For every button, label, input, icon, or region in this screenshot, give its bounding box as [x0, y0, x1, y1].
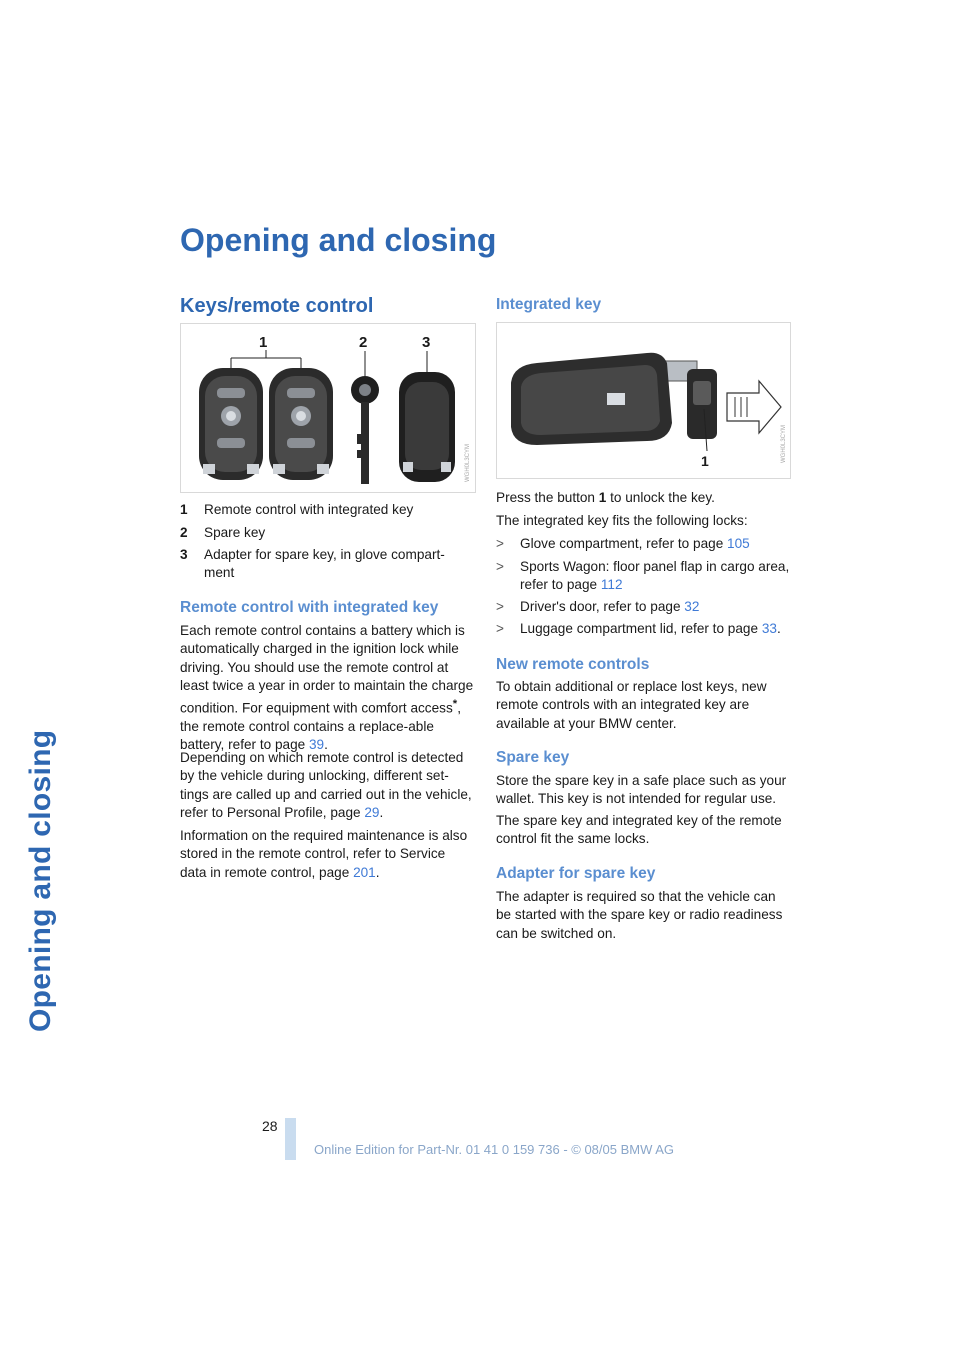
remote-p2-end: . — [379, 804, 384, 820]
remote-p3-text: Information on the required maintenance is also stored in the remote control, refer to Service data in remote control, page — [180, 828, 468, 880]
page-link-33[interactable]: 33 — [761, 621, 777, 636]
legend-text: Spare key — [204, 525, 266, 540]
button-number: 1 — [598, 490, 607, 505]
bullet-text — [520, 535, 792, 553]
adapter-paragraph: The adapter is required so that the vehicle can be started with the spare key or radio readiness can be switched on. — [496, 889, 783, 941]
bullet-marker: > — [496, 621, 504, 636]
page-link-112[interactable]: 112 — [600, 577, 623, 593]
bullet-text — [520, 620, 792, 638]
integrated-p1-text-b: to unlock the key. — [606, 490, 715, 505]
remote-p1-text-a: Each remote control contains a battery which is automatically charged in the ignition lock while driving. You should use the remote control at least twice a year in order to maintain the charge condition. For equipment with comfort access — [180, 623, 474, 716]
legend-text: Remote control with integrated key — [204, 502, 414, 517]
remote-paragraph-2 — [180, 749, 475, 822]
new-remote-paragraph: To obtain additional or replace lost keys, new remote controls with an integrated key are available at your BMW center. — [496, 679, 767, 731]
figure-watermark: WGH0L3CYM — [781, 424, 787, 463]
heading-adapter-spare-key: Adapter for spare key — [496, 865, 656, 882]
bullet-marker: > — [496, 559, 504, 574]
heading-spare-key: Spare key — [496, 749, 570, 766]
bullet-marker: > — [496, 536, 504, 551]
legend-number: 2 — [180, 525, 188, 540]
footer-edition-text: Online Edition for Part-Nr. 01 41 0 159 736 - © 08/05 BMW AG — [314, 1142, 675, 1157]
integrated-key-illustration — [497, 323, 790, 478]
remote-p3-end: . — [375, 864, 380, 880]
page-title: Opening and closing — [180, 222, 497, 258]
heading-integrated-key: Integrated key — [496, 296, 602, 313]
page-link-201[interactable]: 201 — [353, 864, 376, 880]
integrated-paragraph-1 — [496, 489, 792, 507]
bullet-label: Sports Wagon: floor panel flap in cargo area, refer to page — [520, 559, 790, 593]
integrated-p1-text-a: Press the button — [496, 490, 599, 505]
heading-new-remote-controls: New remote controls — [496, 656, 650, 673]
chapter-side-tab — [22, 232, 58, 1032]
integrated-key-figure — [496, 322, 791, 479]
remote-p2-text: Depending on which remote control is detected by the vehicle during unlocking, different set-tings are called up and carried out in the vehicle, refer to Personal Profile, page — [180, 750, 472, 820]
keys-illustration — [181, 324, 475, 492]
page-link-29[interactable]: 29 — [364, 804, 380, 820]
bullet-label: Glove compartment, refer to page — [520, 536, 728, 551]
integrated-paragraph-2: The integrated key fits the following locks: — [496, 513, 748, 528]
bullet-label: Luggage compartment lid, refer to page — [520, 621, 762, 636]
bullet-text — [520, 558, 792, 595]
footer-accent-bar — [285, 1118, 296, 1160]
keys-figure — [180, 323, 476, 493]
bullet-text — [520, 598, 792, 616]
bullet-label: Driver's door, refer to page — [520, 599, 685, 614]
callout-label-3: 3 — [422, 334, 431, 351]
page-link-39[interactable]: 39 — [308, 737, 325, 753]
callout-label-1: 1 — [701, 453, 709, 469]
legend-number: 3 — [180, 547, 188, 562]
remote-paragraph-1 — [180, 622, 475, 755]
callout-label-2: 2 — [359, 334, 368, 351]
callout-label-1: 1 — [259, 334, 268, 351]
legend-number: 1 — [180, 502, 188, 517]
bullet-end: . — [776, 621, 781, 636]
remote-p1-text-b: , the remote control contains a replace-able battery, refer to page — [180, 700, 461, 753]
legend-text: Adapter for spare key, in glove compart-ment — [204, 547, 445, 581]
option-star: * — [452, 698, 458, 711]
figure-watermark: WGH0L3CYM — [465, 443, 471, 482]
heading-remote-control: Remote control with integrated key — [180, 599, 439, 616]
section-title-keys: Keys/remote control — [180, 295, 374, 317]
remote-p1-end: . — [324, 737, 328, 753]
remote-paragraph-3 — [180, 827, 475, 882]
chapter-side-tab-label: Opening and closing — [24, 729, 57, 1032]
page-number: 28 — [262, 1118, 278, 1134]
bullet-marker: > — [496, 599, 504, 614]
page-link-32[interactable]: 32 — [684, 599, 700, 614]
page-link-105[interactable]: 105 — [727, 536, 750, 551]
spare-key-paragraph-2: The spare key and integrated key of the remote control fit the same locks. — [496, 813, 782, 847]
spare-key-paragraph-1: Store the spare key in a safe place such as your wallet. This key is not intended for regular use. — [496, 773, 787, 807]
